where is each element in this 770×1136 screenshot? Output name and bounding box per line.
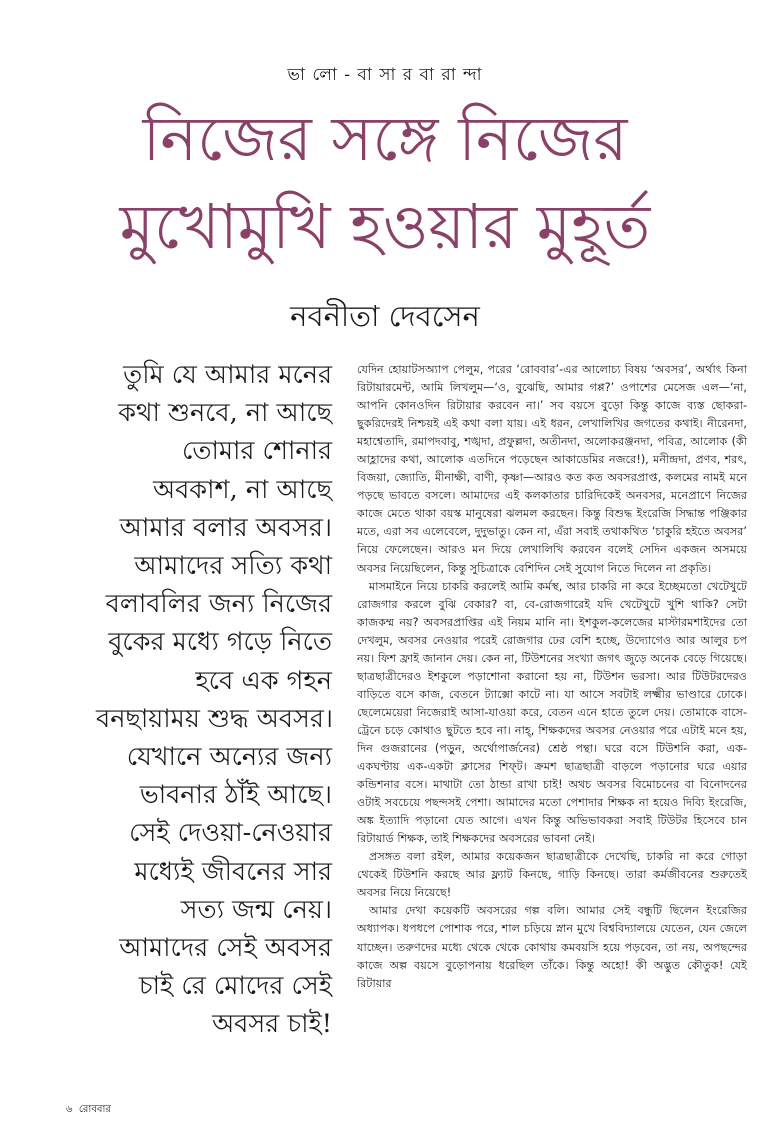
section-kicker: ভা লো - বা সা র বা রা ন্দা xyxy=(287,65,483,85)
pull-quote-line: বুকের মধ্যে গড়ে নিতে xyxy=(108,627,332,658)
pull-quote-line: চাই রে মোদের সেই xyxy=(138,971,332,1002)
author-byline: নবনীতা দেবসেন xyxy=(290,299,480,333)
headline-line-2: মুখোমুখি হওয়ার মুহূর্ত xyxy=(119,190,651,263)
article-paragraph: যেদিন হোয়াটসঅ্যাপ পেলুম, পরের ‘রোববার’-এর আলোচ্য বিষয় ‘অবসর’, অর্থাৎ কিনা রিটায়ারমেন্ট, আমি লিখলুম—‘ও, বুঝেছি, আমার গপ্প?’ ওপাশের মেসেজ এল—‘না, আপনি কোনওদিন রিটায়ার করবেন না।’ সব বয়সে বুড়ো কিন্তু কাজে ব্যস্ত ছোকরা-ছুকরিদেরই নিশ্চয়ই এই কথা বলা যায়। এই ধরন, লেখালিখির জগতের কথাই। নীরেনদা, মহাশ্বেতাদি, রমাপদবাবু, শঙ্খদা, প্রফুল্লদা, অতীনদা, অলোকরঞ্জনদা, পবিত্র, আলোক (কী আহ্লাদের কথা, আলোক এতদিনে পড়েছেন আকাডেমির নজরে!), মনীন্দ্রদা, প্রণব, শরৎ, বিজয়া, জ্যোতি, মীনাক্ষী, বাণী, কৃষ্ণা—আরও কত কত অবসরপ্রাপ্ত, কলমের নামই মনে পড়ছে ভাবতে বসলে। আমাদের এই কলকাতার চারিদিকেই অনবসর, মনেপ্রাণে নিজের কাজে মেতে থাকা বয়স্ক মানুষেরা ঝলমল করছেন। কিন্তু বিশুদ্ধ ইংরেজি সিদ্ধান্ত পঞ্জিকার মতে, এরা সব এলেবেলে, দুদুভাতু। কেন না, এঁরা সবাই তথাকথিত ‘চাকুরি হইতে অবসর’ নিয়ে ফেলেছেন। আরও মন দিয়ে লেখালিখি করবেন বলেই সেদিন একজন অসময়ে অবসর নিয়েছিলেন, কিন্তু সুচিত্রাকে বেশিদিন সেই সুযোগ নিতে দিলেন না প্রকৃতি। xyxy=(357,363,747,575)
article-paragraph: আমার দেখা কয়েকটি অবসরের গল্প বলি। আমার সেই বন্ধুটি ছিলেন ইংরেজির অধ্যাপক। ধপধপে পোশাক পরে, শাল চড়িয়ে স্নান মুখে বিশ্ববিদ্যালয়ে যেতেন, যেন জেলে যাচ্ছেন। তরুণদের মধ্যে থেকে থেকে কোথায় কমবয়সি হয়ে পড়বেন, তা নয়, অপছন্দের কাজে অল্প বয়সে বুড়োপনায় ধরেছিল তাঁকে। কিন্তু অহো! কী অদ্ভুত কৌতুক! যেই রিটায়ার xyxy=(357,904,747,990)
pull-quote-line: যেখানে অন্যের জন্য xyxy=(126,742,332,773)
article-paragraph: প্রসঙ্গত বলা রইল, আমার কয়েকজন ছাত্রছাত্রীকে দেখেছি, চাকরি না করে গোড়া থেকেই টিউশনি করছে আর ফ্ল্যাট কিনছে, গাড়ি কিনছে। তারা কর্মজীবনের শুরুতেই অবসর নিয়ে নিয়েছে! xyxy=(357,850,747,900)
pull-quote-line: তুমি যে আমার মনের xyxy=(123,360,332,390)
page-footer xyxy=(66,1102,111,1119)
pull-quote-line: বলাবলির জন্য নিজের xyxy=(105,589,332,620)
pull-quote-line: হবে এক গহন xyxy=(195,665,332,696)
pull-quote-line: অবসর চাই! xyxy=(212,1009,332,1040)
pull-quote-line: তোমার শোনার xyxy=(181,436,332,467)
pull-quote xyxy=(96,356,332,1044)
pull-quote-line: বনছায়াময় শুদ্ধ অবসর। xyxy=(96,703,333,734)
pull-quote-line: কথা শুনবে, না আছে xyxy=(118,398,332,429)
section-name: রোববার xyxy=(78,1104,111,1115)
pull-quote-line: অবকাশ, না আছে xyxy=(153,474,332,505)
pull-quote-line: আমাদের সত্যি কথা xyxy=(134,551,332,582)
page-number: ৬ xyxy=(66,1104,73,1115)
article-body xyxy=(357,361,747,993)
article-paragraph: মাসমাইনে নিয়ে চাকরি করলেই আমি কর্মস্থ, আর চাকরি না করে ইচ্ছেমতো খেটেখুটে রোজগার করলে বুঝি বেকার? বা, বে-রোজগারেই যদি খেটেখুটে খুশি থাকি? সেটা কাজকম্ম নয়? অবসরপ্রাপ্তির এই নিয়ম মানি না। ইশকুল-কলেজের মাস্টারমশাইদের তো দেখলুম, অবসর নেওয়ার পরেই রোজগার ঢের বেশি হচ্ছে, উদ্যোগেও আর আলুর চপ নয়। ফিশ ফ্রাই জানান দেয়। কেন না, টিউশনের সংখ্যা জগৎ জুড়ে অনেক বেড়ে গিয়েছে। ছাত্রছাত্রীদেরও ইশকুলে পড়াশোনা করানো হয় না, টিউশন ভরসা। আর টিউটরদেরও বাড়িতে বসে কাজ, বেতনে ট্যাক্সো কাটে না। যা আসে সবটাই লক্ষ্মীর ভাণ্ডারে ঢোকে। ছেলেমেয়েরা নিজেরাই আসা-যাওয়া করে, বেতন এনে হাতে তুলে দেয়। তোমাকে বাসে-ট্রেনে চড়ে কোথাও ছুটতে হবে না। নাহ্‌, শিক্ষকদের অবসর নেওয়ার পরে এটাই মনে হয়, দিন গুজরানের (পড়ুন, অর্থোপার্জনের) শ্রেষ্ঠ পন্থা। ঘরে বসে টিউশনি করা, এক-একঘণ্টায় এক-একটা ক্লাসের শিফ্‌ট। ক্রমশ ছাত্রছাত্রী বাড়লে পড়ানোর ঘরে এয়ার কন্ডিশনার বসে। মাথাটা তো ঠান্ডা রাখা চাই! অথচ অবসর বিমোচনের বা বিনোদনের ওটাই সবচেয়ে পছন্দসই পেশা। আমাদের মতো পেশাদার শিক্ষক না হয়েও দিব্যি ইংরেজি, অঙ্ক ইত্যাদি পড়ানো যেত আগে। এখন কিন্তু অভিভাবকরা সবাই টিউটর হিসেবে চান রিটায়ার্ড শিক্ষক, তাই শিক্ষকদের অবসরের ভাবনা নেই। xyxy=(357,579,747,846)
pull-quote-line: সেই দেওয়া-নেওয়ার xyxy=(129,818,332,849)
pull-quote-line: আমার বলার অবসর। xyxy=(119,512,332,543)
pull-quote-line: আমাদের সেই অবসর xyxy=(119,933,332,964)
pull-quote-line: ভাবনার ঠাঁই আছে। xyxy=(139,780,332,811)
pull-quote-line: মধ্যেই জীবনের সার xyxy=(134,856,332,887)
pull-quote-line: সত্য জন্ম নেয়। xyxy=(180,894,332,925)
headline-line-1: নিজের সঙ্গে নিজের xyxy=(142,102,628,175)
